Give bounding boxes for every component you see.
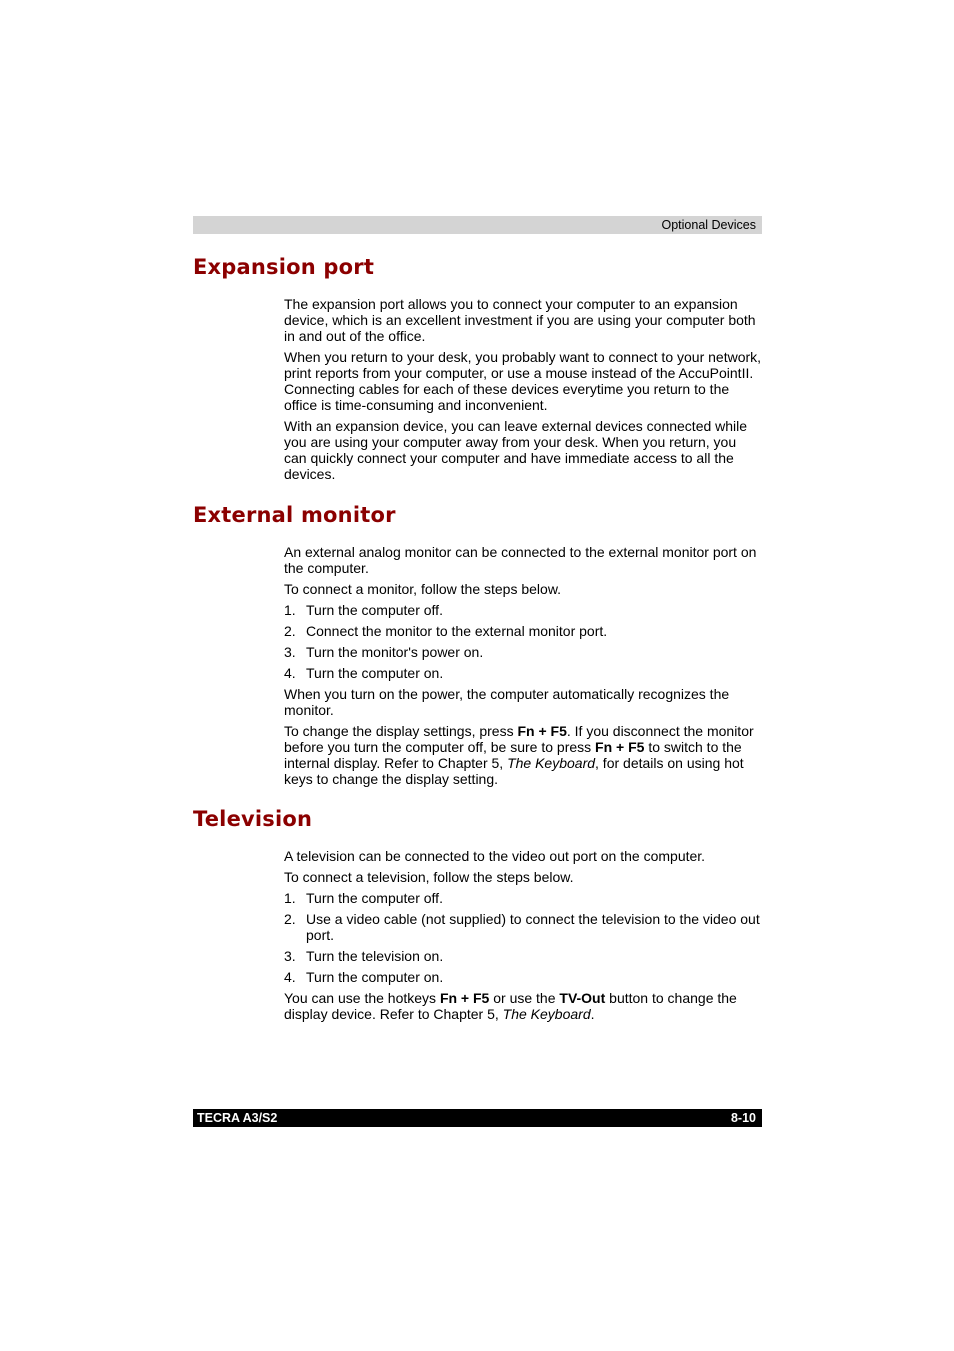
paragraph: A television can be connected to the video out port on the computer. xyxy=(284,848,706,864)
list-item: 2. Use a video cable (not supplied) to connect the television to the video out port. xyxy=(284,911,760,943)
heading-expansion-port: Expansion port xyxy=(193,255,375,279)
television-body xyxy=(284,848,762,1027)
hotkey: Fn + F5 xyxy=(517,723,567,739)
heading-external-monitor: External monitor xyxy=(193,503,396,527)
paragraph: To change the display settings, press Fn + F5. If you disconnect the monitor before you turn the computer off, be sure to press Fn + F5 to switch to the internal display. Refer to Chapter 5, The Keyboard, for details on using hot keys to change the display setting. xyxy=(284,723,754,787)
paragraph: An external analog monitor can be connected to the external monitor port on the computer. xyxy=(284,544,757,576)
paragraph: When you return to your desk, you probably want to connect to your network, print reports from your computer, or use a mouse instead of the AccuPointII. Connecting cables for each of these devices everytime you return to the office is time-consuming and inconvenient. xyxy=(284,349,762,413)
paragraph: You can use the hotkeys Fn + F5 or use the TV-Out button to change the display device. Refer to Chapter 5, The Keyboard. xyxy=(284,990,737,1022)
chapter-reference: The Keyboard xyxy=(507,755,596,771)
paragraph: The expansion port allows you to connect your computer to an expansion device, which is an excellent investment if you are using your computer both in and out of the office. xyxy=(284,296,756,344)
list-item: 1. Turn the computer off. xyxy=(284,890,443,906)
list-item: 3. Turn the monitor's power on. xyxy=(284,644,484,660)
running-footer xyxy=(193,1109,762,1127)
paragraph: With an expansion device, you can leave external devices connected while you are using your computer away from your desk. When you return, you can quickly connect your computer and have immediate access to all the devices. xyxy=(284,418,748,482)
list-item: 1. Turn the computer off. xyxy=(284,602,443,618)
paragraph: To connect a television, follow the steps below. xyxy=(284,869,574,885)
list-item: 3. Turn the television on. xyxy=(284,948,444,964)
paragraph: To connect a monitor, follow the steps below. xyxy=(284,581,562,597)
page-number: 8-10 xyxy=(730,1111,756,1125)
monitor-steps-list xyxy=(284,602,762,681)
hotkey: Fn + F5 xyxy=(439,990,490,1006)
chapter-reference: The Keyboard xyxy=(502,1006,591,1022)
heading-television: Television xyxy=(193,807,313,831)
list-item: 4. Turn the computer on. xyxy=(284,665,444,681)
running-header xyxy=(193,216,762,234)
button-name: TV-Out xyxy=(559,990,606,1006)
product-name: TECRA A3/S2 xyxy=(197,1111,278,1125)
list-item: 4. Turn the computer on. xyxy=(284,969,444,985)
expansion-port-body xyxy=(284,296,762,487)
list-item: 2. Connect the monitor to the external monitor port. xyxy=(284,623,608,639)
hotkey: Fn + F5 xyxy=(595,739,645,755)
header-section-title: Optional Devices xyxy=(661,218,756,232)
television-steps-list xyxy=(284,890,762,985)
paragraph: When you turn on the power, the computer automatically recognizes the monitor. xyxy=(284,686,730,718)
external-monitor-body xyxy=(284,544,762,792)
